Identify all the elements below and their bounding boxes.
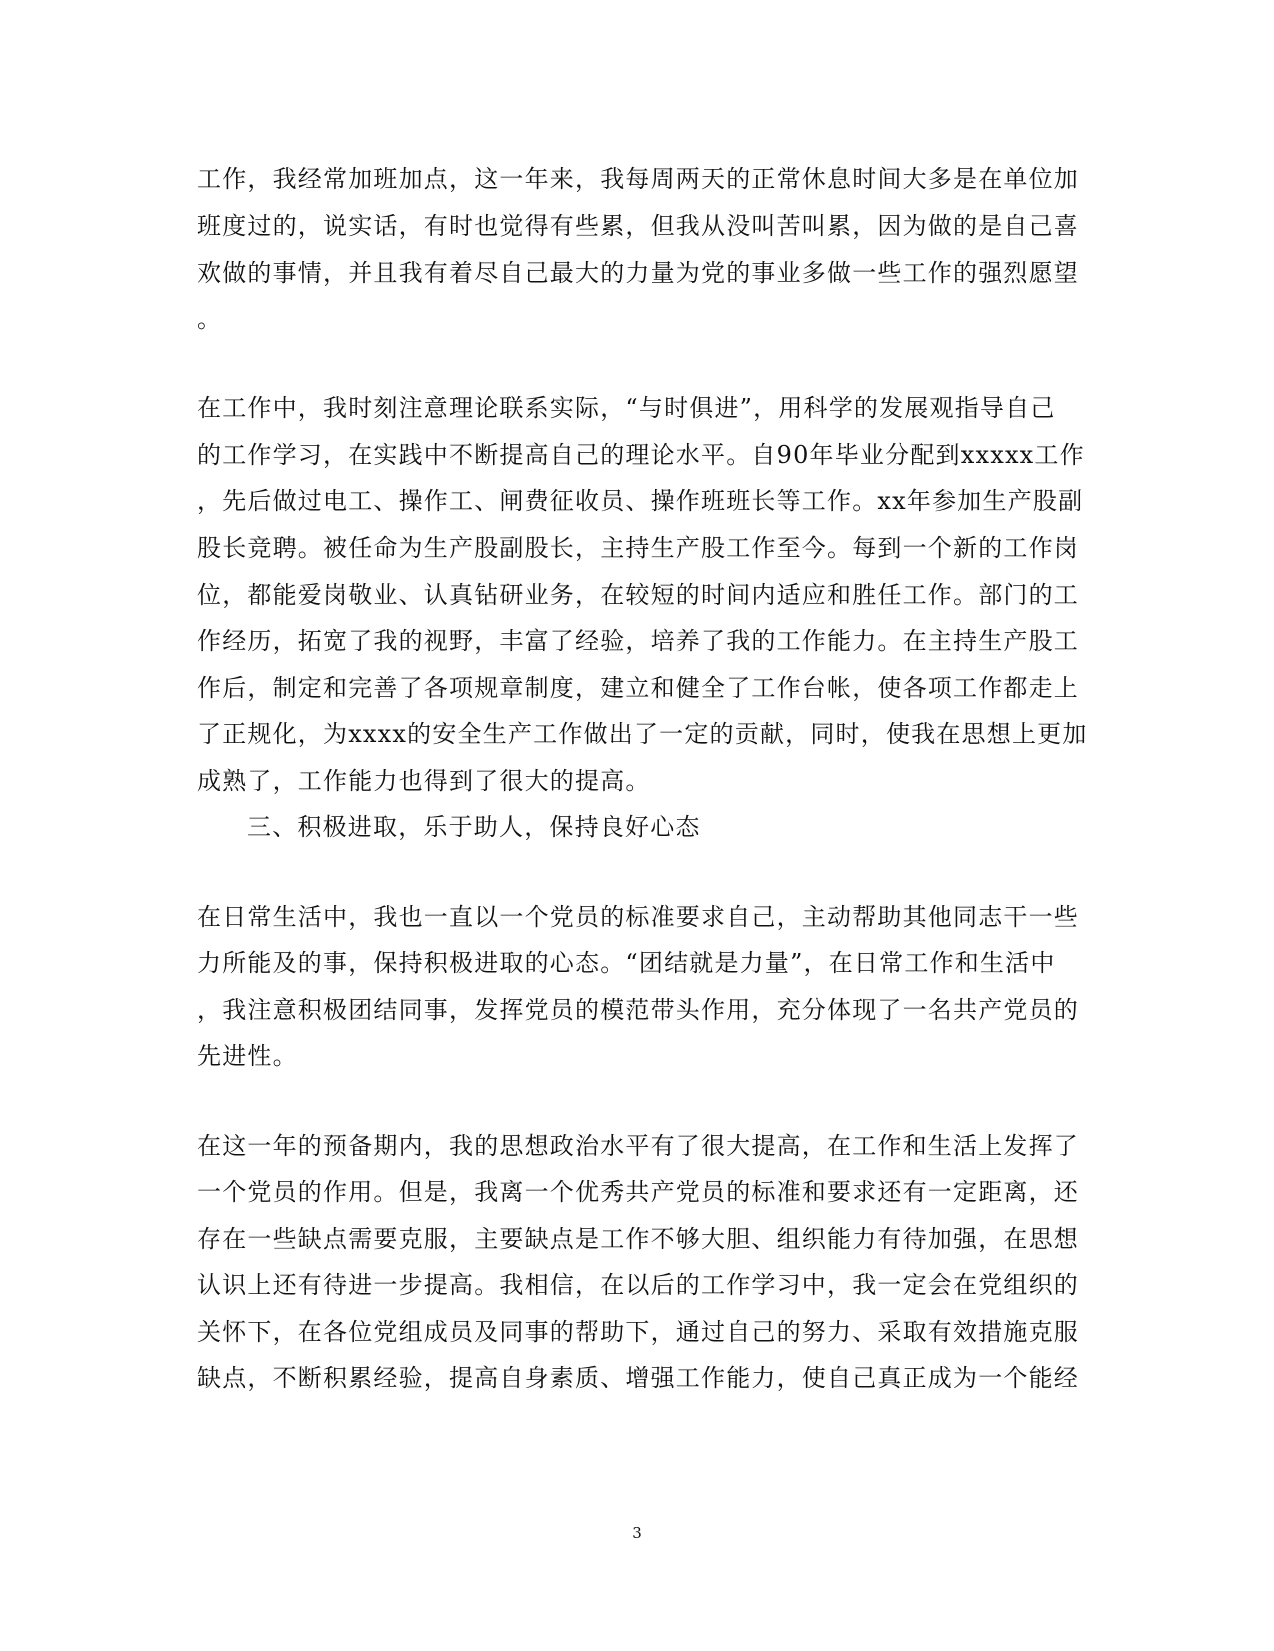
text-line: 关怀下，在各位党组成员及同事的帮助下，通过自己的努力、采取有效措施克服 xyxy=(197,1318,1079,1346)
text-line: 认识上还有待进一步提高。我相信，在以后的工作学习中，我一定会在党组织的 xyxy=(197,1271,1079,1299)
section-heading: 三、积极进取，乐于助人，保持良好心态 xyxy=(247,813,701,841)
text-line: 作后，制定和完善了各项规章制度，建立和健全了工作台帐，使各项工作都走上 xyxy=(197,674,1079,702)
text-line: 在这一年的预备期内，我的思想政治水平有了很大提高，在工作和生活上发挥了 xyxy=(197,1132,1079,1160)
text-line: 班度过的，说实话，有时也觉得有些累，但我从没叫苦叫累，因为做的是自己喜 xyxy=(197,212,1079,240)
text-line: 了正规化，为xxxx的安全生产工作做出了一定的贡献，同时，使我在思想上更加 xyxy=(197,720,1088,748)
text-line: 股长竞聘。被任命为生产股副股长，主持生产股工作至今。每到一个新的工作岗 xyxy=(197,534,1079,562)
text-line: 作经历，拓宽了我的视野，丰富了经验，培养了我的工作能力。在主持生产股工 xyxy=(197,627,1079,655)
text-line: 力所能及的事，保持积极进取的心态。“团结就是力量”，在日常工作和生活中 xyxy=(197,949,1056,977)
text-line: 在工作中，我时刻注意理论联系实际，“与时俱进”，用科学的发展观指导自己 xyxy=(197,394,1056,422)
text-line: 成熟了，工作能力也得到了很大的提高。 xyxy=(197,767,651,795)
text-line: 位，都能爱岗敬业、认真钻研业务，在较短的时间内适应和胜任工作。部门的工 xyxy=(197,581,1079,609)
text-line: 存在一些缺点需要克服，主要缺点是工作不够大胆、组织能力有待加强，在思想 xyxy=(197,1225,1079,1253)
text-line: 一个党员的作用。但是，我离一个优秀共产党员的标准和要求还有一定距离，还 xyxy=(197,1178,1079,1206)
text-line: ，先后做过电工、操作工、闸费征收员、操作班班长等工作。xx年参加生产股副 xyxy=(197,487,1084,515)
text-line: 欢做的事情，并且我有着尽自己最大的力量为党的事业多做一些工作的强烈愿望 xyxy=(197,259,1079,287)
text-line: 缺点，不断积累经验，提高自身素质、增强工作能力，使自己真正成为一个能经 xyxy=(197,1364,1079,1392)
text-line: ，我注意积极团结同事，发挥党员的模范带头作用，充分体现了一名共产党员的 xyxy=(197,996,1079,1024)
text-line: 在日常生活中，我也一直以一个党员的标准要求自己，主动帮助其他同志干一些 xyxy=(197,903,1079,931)
text-line: 的工作学习，在实践中不断提高自己的理论水平。自90年毕业分配到xxxxx工作 xyxy=(197,441,1085,469)
text-line: 工作，我经常加班加点，这一年来，我每周两天的正常休息时间大多是在单位加 xyxy=(197,165,1079,193)
text-line: 。 xyxy=(197,305,223,333)
text-line: 先进性。 xyxy=(197,1042,298,1070)
page-number: 3 xyxy=(632,1524,642,1542)
